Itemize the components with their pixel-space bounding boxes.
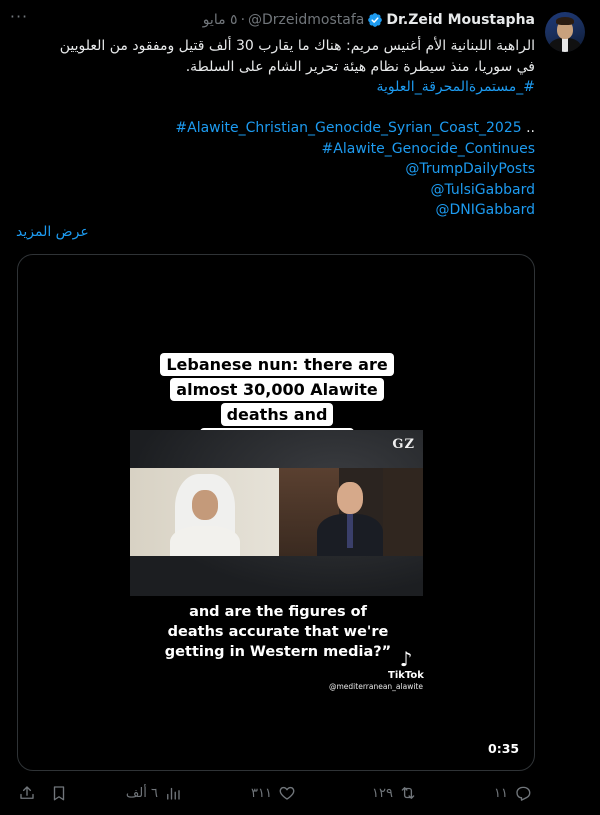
- reply-count: ١١: [494, 785, 508, 801]
- more-options-button[interactable]: [8, 7, 30, 32]
- retweet-button[interactable]: [372, 782, 417, 804]
- tiktok-username: @mediterranean_alawite: [329, 682, 423, 691]
- video-caption-bottom-line-2: deaths accurate that we're: [167, 624, 389, 640]
- more-dots-icon: ···: [9, 7, 29, 26]
- bookmark-icon: [50, 784, 68, 802]
- like-button[interactable]: [251, 782, 296, 804]
- views-button[interactable]: [126, 782, 182, 804]
- video-caption-bottom: [138, 602, 418, 662]
- hashtag-alawite-christian-genocide[interactable]: #Alawite_Christian_Genocide_Syrian_Coast_2025: [175, 120, 522, 136]
- video-caption-top-text: Lebanese nun: there are almost 30,000 Alawite deaths and: [160, 353, 393, 451]
- views-icon: [164, 784, 182, 802]
- like-count: ٣١١: [251, 785, 272, 801]
- channel-logo: GZ: [392, 437, 415, 452]
- tiktok-logo-icon: ♪: [399, 647, 413, 671]
- nun-robe: [170, 526, 240, 556]
- views-count: ٦ ألف: [125, 785, 158, 801]
- reply-button[interactable]: [494, 782, 532, 804]
- share-icon: [18, 784, 36, 802]
- mention-tulsigabbard[interactable]: @TulsiGabbard: [430, 181, 535, 198]
- host-face: [337, 482, 363, 514]
- reply-icon: [514, 784, 532, 802]
- bookshelf-right: [383, 468, 423, 556]
- retweet-count: ١٢٩: [372, 785, 393, 801]
- hashtag-alawite-genocide-continues[interactable]: #Alawite_Genocide_Continues: [321, 140, 535, 157]
- tweet-actions: [0, 782, 600, 804]
- tweet-text: [59, 36, 535, 221]
- header-separator: ·: [240, 12, 246, 28]
- tweet-date[interactable]: ٥ مايو: [202, 12, 238, 28]
- retweet-icon: [399, 784, 417, 802]
- host-tie: [347, 514, 353, 548]
- video-duration: 0:35: [488, 741, 520, 756]
- mention-dnigabbard[interactable]: @DNIGabbard: [435, 202, 535, 218]
- tiktok-watermark: [388, 648, 424, 681]
- author-handle[interactable]: @Drzeidmostafa: [248, 12, 365, 28]
- video-player[interactable]: [17, 254, 535, 771]
- tiktok-label: TikTok: [388, 670, 424, 681]
- hashtag-suffix: ..: [521, 120, 535, 136]
- tweet-header: [203, 10, 535, 30]
- mention-trumpdailyposts[interactable]: @TrumpDailyPosts: [405, 161, 535, 177]
- avatar-hair: [556, 17, 574, 25]
- video-caption-bottom-line-3: getting in Western media?”: [164, 644, 392, 660]
- tweet-text-line-1: الراهبة اللبنانية الأم أغنيس مريم: هناك ما يقارب 30 ألف قتيل ومفقود من العلويين: [59, 38, 535, 54]
- nun-face: [192, 490, 218, 520]
- video-caption-bottom-line-1: and are the figures of: [189, 604, 367, 620]
- hashtag-alawite-holocaust[interactable]: #_مستمرة‌المحرقة_العلوية: [376, 79, 535, 95]
- share-button[interactable]: [18, 782, 36, 804]
- video-left-speaker: [130, 468, 279, 556]
- author-name[interactable]: Dr.Zeid Moustapha: [386, 12, 535, 28]
- bookmark-button[interactable]: [50, 782, 68, 804]
- avatar-shirt: [562, 38, 568, 52]
- show-more-link[interactable]: عرض المزيد: [16, 224, 89, 240]
- blank-line: [65, 98, 535, 119]
- avatar[interactable]: [545, 12, 585, 52]
- video-frame: [130, 430, 423, 596]
- video-right-speaker: [279, 468, 423, 556]
- verified-badge-icon: [367, 12, 383, 28]
- heart-icon: [278, 784, 296, 802]
- tweet-text-line-2: في سوريا، منذ سيطرة نظام هيئة تحرير الشام على السلطة.: [185, 58, 535, 75]
